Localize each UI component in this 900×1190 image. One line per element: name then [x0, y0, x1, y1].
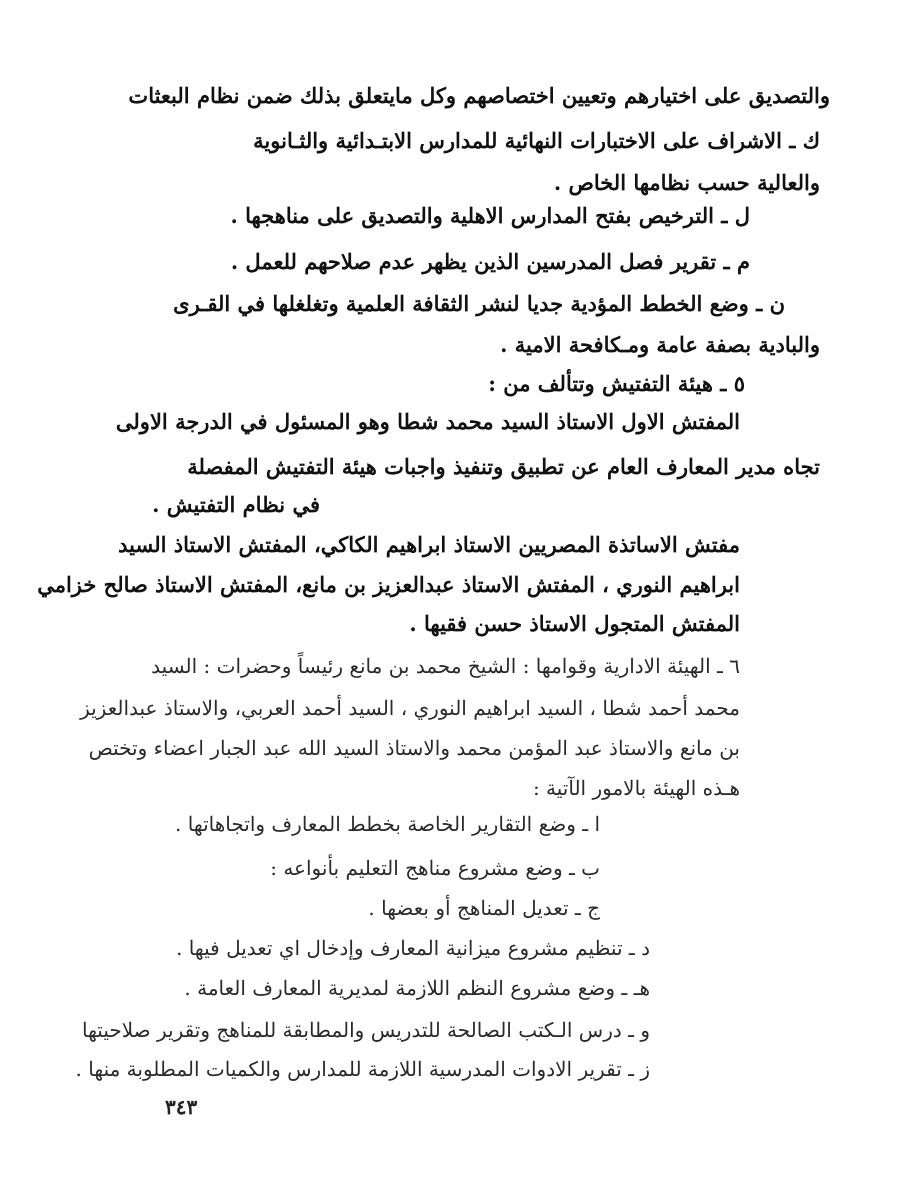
- text-line: في نظام التفتيش .: [152, 492, 320, 517]
- text-line: ٥ ـ هيئة التفتيش وتتألف من :: [488, 371, 745, 396]
- text-line: ب ـ وضع مشروع مناهج التعليم بأنواعه :: [270, 856, 600, 880]
- text-line: مفتش الاساتذة المصريين الاستاذ ابراهيم الكاكي، المفتش الاستاذ السيد: [118, 532, 740, 557]
- text-line: ل ـ الترخيص بفتح المدارس الاهلية والتصديق على مناهجها .: [230, 203, 750, 228]
- text-line: م ـ تقرير فصل المدرسين الذين يظهر عدم صلاحهم للعمل .: [230, 249, 750, 274]
- text-line: المفتش الاول الاستاذ السيد محمد شطا وهو المسئول في الدرجة الاولى: [115, 409, 740, 434]
- text-line: ج ـ تعديل المناهج أو بعضها .: [368, 896, 600, 920]
- text-line: ا ـ وضع التقارير الخاصة بخطط المعارف واتجاهاتها .: [175, 812, 600, 836]
- text-line: د ـ تنظيم مشروع ميزانية المعارف وإدخال اي تعديل فيها .: [176, 936, 650, 960]
- text-line: ز ـ تقرير الادوات المدرسية اللازمة للمدارس والكميات المطلوبة منها .: [75, 1057, 650, 1081]
- text-line: ك ـ الاشراف على الاختبارات النهائية للمدارس الابتـدائية والثـانوية: [253, 128, 820, 153]
- text-line: هـ ـ وضع مشروع النظم اللازمة لمديرية المعارف العامة .: [184, 976, 650, 1000]
- text-line: بن مانع والاستاذ عبد المؤمن محمد والاستاذ السيد الله عبد الجبار اعضاء وتختص: [88, 736, 740, 760]
- text-line: المفتش المتجول الاستاذ حسن فقيها .: [409, 611, 740, 636]
- text-line: و ـ درس الـكتب الصالحة للتدريس والمطابقة للمناهج وتقرير صلاحيتها: [81, 1018, 650, 1042]
- text-line: تجاه مدير المعارف العام عن تطبيق وتنفيذ واجبات هيئة التفتيش المفصلة: [187, 454, 820, 479]
- text-line: محمد أحمد شطا ، السيد ابراهيم النوري ، السيد أحمد العربي، والاستاذ عبدالعزيز: [80, 696, 740, 720]
- text-line: والعالية حسب نظامها الخاص .: [553, 170, 820, 195]
- text-line: ن ـ وضع الخطط المؤدية جديا لنشر الثقافة العلمية وتغلغلها في القـرى: [173, 291, 785, 316]
- text-line: ابراهيم النوري ، المفتش الاستاذ عبدالعزيز بن مانع، المفتش الاستاذ صالح خزامي: [37, 572, 740, 597]
- text-line: ٦ ـ الهيئة الادارية وقوامها : الشيخ محمد بن مانع رئيساً وحضرات : السيد: [151, 654, 740, 678]
- text-line: هـذه الهيئة بالامور الآتية :: [532, 776, 740, 800]
- text-line: والتصديق على اختيارهم وتعيين اختصاصهم وكل مايتعلق بذلك ضمن نظام البعثات: [128, 83, 830, 108]
- text-line: والبادية بصفة عامة ومـكافحة الامية .: [500, 332, 820, 357]
- page-number: ٣٤٣: [165, 1095, 198, 1119]
